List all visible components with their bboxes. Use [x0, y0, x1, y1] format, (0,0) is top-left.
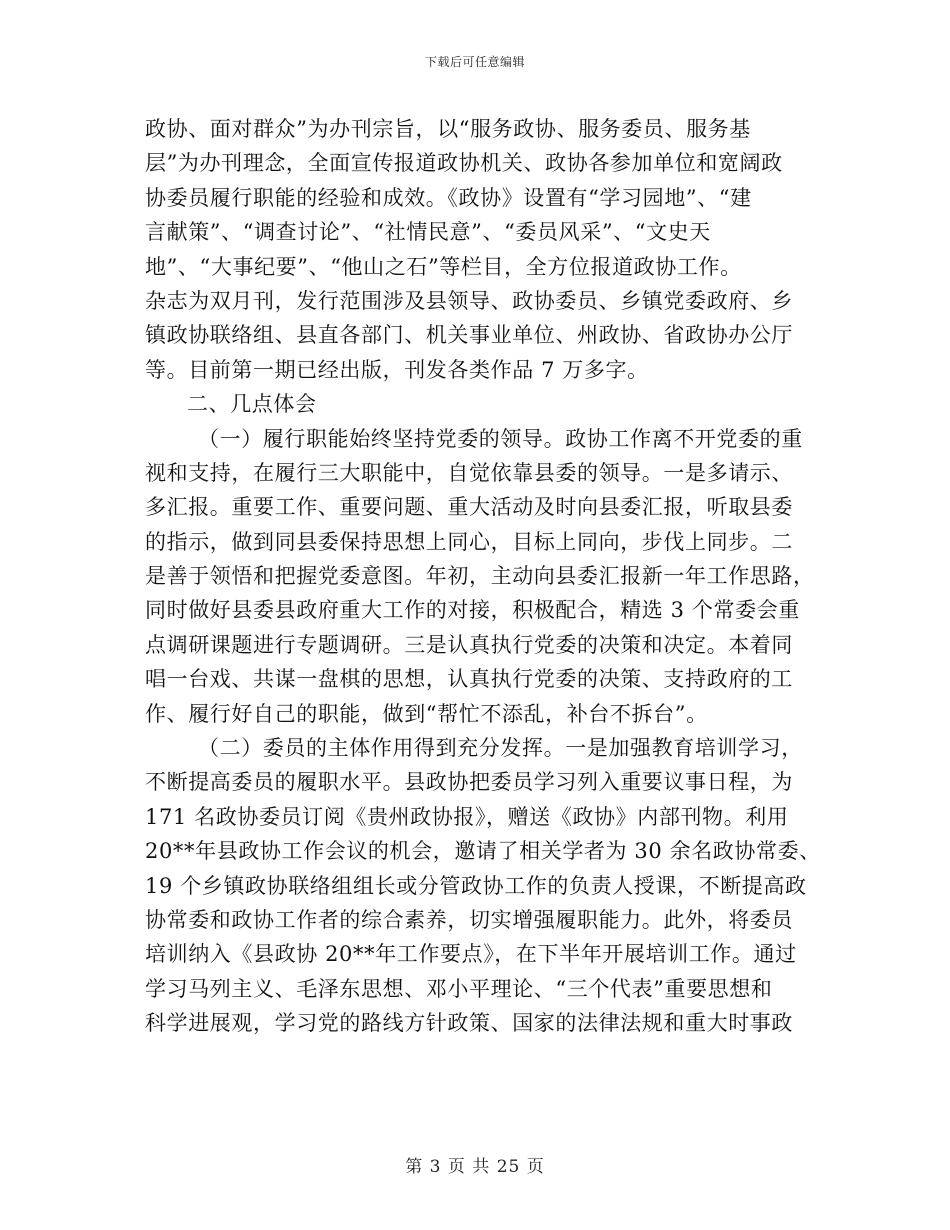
text-line: 多汇报。重要工作、重要问题、重大活动及时向县委汇报，听取县委 [145, 495, 793, 520]
text-line: 政协、面对群众”为办刊宗旨，以“服务政协、服务委员、服务基 [145, 117, 751, 141]
text-line: 20**年县政协工作会议的机会，邀请了相关学者为 30 余名政协常委、 [145, 839, 821, 864]
text-line: 视和支持，在履行三大职能中，自觉依靠县委的领导。一是多请示、 [145, 460, 793, 485]
text-line: 层”为办刊理念，全面宣传报道政协机关、政协各参加单位和宽阔政 [145, 151, 783, 176]
paragraph [145, 387, 805, 421]
text-line: 学习马列主义、毛泽东思想、邓小平理论、“三个代表”重要思想和 [145, 976, 773, 1001]
text-line: 言献策”、“调查讨论”、“社情民意”、“委员风采”、“文史天 [145, 220, 711, 245]
paragraph [145, 112, 805, 387]
text-line: （一）履行职能始终坚持党委的领导。政协工作离不开党委的重 [198, 426, 803, 451]
text-line: 协常委和政协工作者的综合素养，切实增强履职能力。此外，将委员 [145, 907, 793, 932]
text-line: 19 个乡镇政协联络组组长或分管政协工作的负责人授课，不断提高政 [145, 873, 807, 898]
text-line: 等。目前第一期已经出版，刊发各类作品 7 万多字。 [145, 357, 649, 382]
page-header: 下载后可任意编辑 [424, 55, 525, 69]
text-line: 协委员履行职能的经验和成效。《政协》设置有“学习园地”、“建 [145, 185, 752, 210]
text-line: 是善于领悟和把握党委意图。年初，主动向县委汇报新一年工作思路， [145, 564, 815, 589]
text-line: 地”、“大事纪要”、“他山之石”等栏目，全方位报道政协工作。 [145, 254, 742, 279]
text-line: （二）委员的主体作用得到充分发挥。一是加强教育培训学习， [198, 736, 803, 761]
paragraph [145, 422, 815, 732]
text-line: 同时做好县委县政府重大工作的对接，积极配合，精选 3 个常委会重 [145, 598, 800, 623]
text-line: 的指示，做到同县委保持思想上同心，目标上同向，步伐上同步。二 [145, 529, 793, 554]
text-line: 镇政协联络组、县直各部门、机关事业单位、州政协、省政协办公厅 [145, 323, 793, 348]
page-footer: 第 3 页 共 25 页 [405, 1157, 545, 1177]
text-line: 171 名政协委员订阅《贵州政协报》，赠送《政协》内部刊物。利用 [145, 804, 789, 829]
text-line: 点调研课题进行专题调研。三是认真执行党委的决策和决定。本着同 [145, 632, 793, 657]
text-line: 二、几点体会 [187, 392, 317, 417]
text-line: 杂志为双月刊，发行范围涉及县领导、政协委员、乡镇党委政府、乡 [145, 288, 793, 313]
paragraph [145, 731, 821, 1041]
document-body [145, 112, 821, 1041]
text-line: 作、履行好自己的职能，做到“帮忙不添乱，补台不拆台”。 [145, 701, 708, 726]
text-line: 培训纳入《县政协 20**年工作要点》，在下半年开展培训工作。通过 [145, 942, 797, 967]
text-line: 科学进展观，学习党的路线方针政策、国家的法律法规和重大时事政 [145, 1011, 793, 1036]
text-line: 唱一台戏、共谋一盘棋的思想，认真执行党委的决策、支持政府的工 [145, 667, 793, 692]
text-line: 不断提高委员的履职水平。县政协把委员学习列入重要议事日程，为 [145, 770, 793, 795]
